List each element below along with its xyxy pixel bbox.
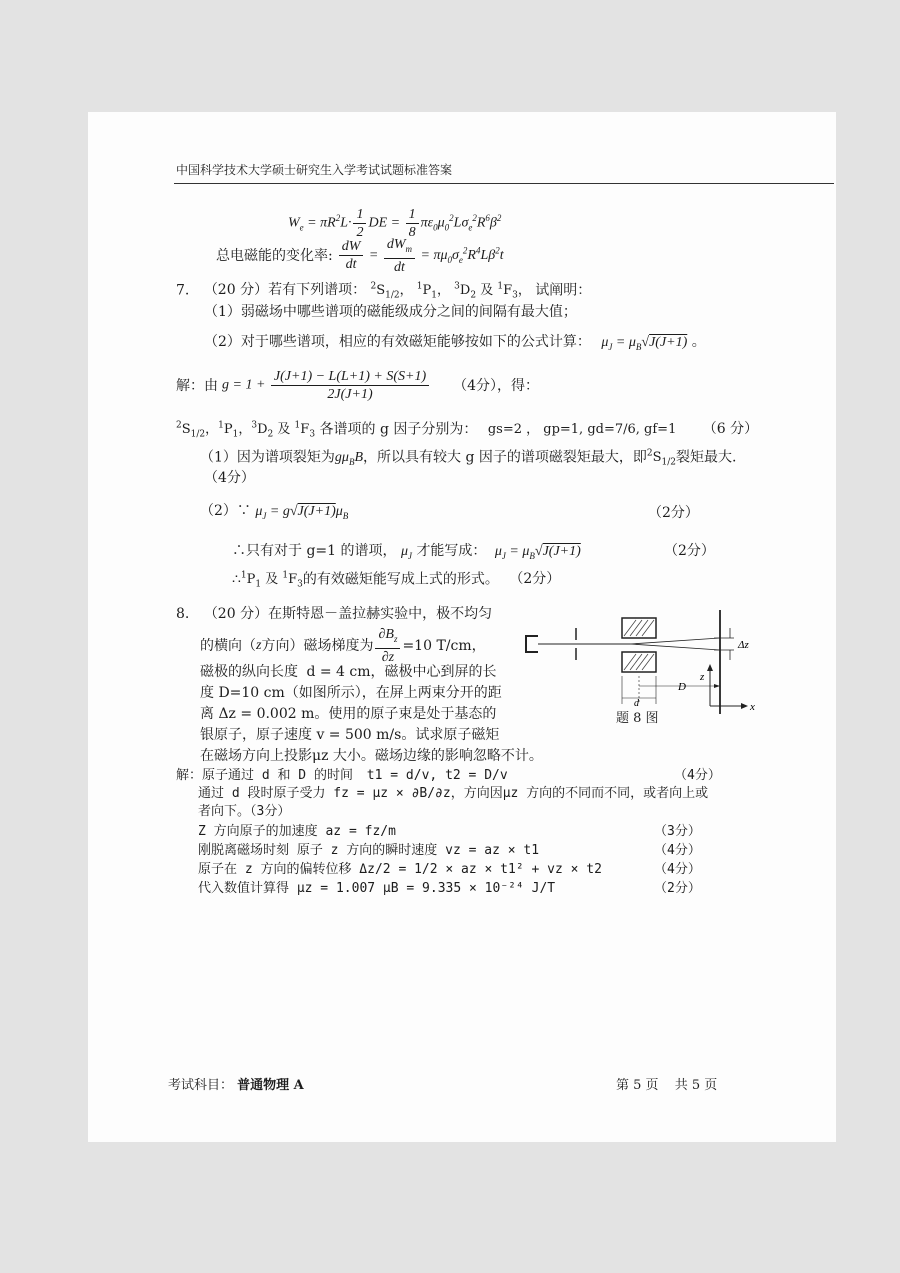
q8-sol2b: 者向下。（3分） bbox=[198, 804, 291, 819]
q8-sol4-score: （4分） bbox=[654, 843, 701, 858]
q7-solution-formula: 解：由 g = 1 + $\frac{J(J+1) - L(L+1) + S(S+1)}{2J(J+1)}$ （4分），得： bbox=[176, 369, 540, 402]
fig-label-d: d bbox=[634, 698, 639, 709]
q8-sol5: 原子在 z 方向的偏转位移 Δz/2 = 1/2 × az × t1² + vz × t2 bbox=[198, 862, 602, 877]
q8-line4: 度 D=10 cm（如图所示），在屏上两束分开的距 bbox=[200, 685, 502, 701]
page-header: 中国科学技术大学硕士研究生入学考试试题标准答案 bbox=[176, 163, 453, 177]
q8-line6: 银原子，原子速度 v = 500 m/s。试求原子磁矩 bbox=[200, 727, 500, 743]
exam-page bbox=[88, 112, 836, 1142]
fig-label-dz: Δz bbox=[738, 639, 749, 651]
q7-answer1-score: （4分） bbox=[204, 470, 255, 486]
footer-subject: 考试科目： 普通物理 A bbox=[168, 1078, 304, 1093]
footer-pagination: 第 5 页 共 5 页 bbox=[616, 1078, 718, 1093]
q8-sol1-score: （4分） bbox=[674, 768, 721, 783]
energy-equation: $W_e = \pi R^2L\cdot$ $\frac{1}{2}$ DE = $\frac{1}{8}$ $\pi\varepsilon_0\mu_0^2L\sigma_e^2R^6\beta^2$ bbox=[288, 207, 502, 240]
q8-line1: 8. （20 分）在斯特恩－盖拉赫实验中，极不均匀 bbox=[176, 606, 493, 622]
q7-answer1: （1）因为谱项裂矩为$g\mu_BB$，所以具有较大 g 因子的谱项磁裂矩最大，即$^2S_{1/2}$裂矩最大. bbox=[200, 449, 737, 468]
q7-answer2-line3: $\therefore^1P_1$ 及 $^1F_3$的有效磁矩能写成上式的形式。 （2分） bbox=[232, 571, 561, 590]
q7-gfactors: $^2S_{1/2}$，$^1P_1$，$^3D_2$ 及 $^1F_3$ 各谱项的 g 因子分别为： gs=2 ， gp=1, gd=7/6, gf=1 （6 分） bbox=[176, 421, 759, 440]
oven-shape bbox=[526, 636, 538, 652]
q8-sol4: 刚脱离磁场时刻 原子 z 方向的瞬时速度 vz = az × t1 bbox=[198, 843, 540, 858]
q8-line3: 磁极的纵向长度 d = 4 cm，磁极中心到屏的长 bbox=[200, 664, 497, 680]
magnet-pole-top bbox=[622, 618, 656, 638]
q7-answer2: （2）∵ $\mu_J = g√J(J+1)\mu_B$ bbox=[200, 503, 349, 521]
q8-sol3-score: （3分） bbox=[654, 824, 701, 839]
fig-label-z: z bbox=[700, 671, 705, 683]
q8-sol2: 通过 d 段时原子受力 fz = μz × ∂B/∂z，方向因μz 方向的不同而不同，或者向上或 bbox=[198, 786, 709, 801]
magnet-pole-bottom bbox=[622, 652, 656, 672]
q8-sol5-score: （4分） bbox=[654, 862, 701, 877]
q8-sol1: 解：原子通过 d 和 D 的时间 t1 = d/v, t2 = D/v bbox=[176, 768, 508, 783]
q7-part2: （2）对于哪些谱项，相应的有效磁矩能够按如下的公式计算： $\mu_J = \mu_B√J(J+1)$ 。 bbox=[204, 334, 706, 352]
q7-answer2-line2: ∴只有对于 g=1 的谱项， $\mu_J$ 才能写成： $\mu_J = \mu_B√J(J+1)$ bbox=[232, 543, 581, 561]
q8-line7: 在磁场方向上投影μz 大小。磁场边缘的影响忽略不计。 bbox=[200, 748, 543, 764]
fig-label-D: D bbox=[678, 681, 686, 693]
energy-rate-label: 总电磁能的变化率: bbox=[216, 247, 333, 264]
q7-answer2-score: （2分） bbox=[648, 505, 699, 521]
q8-sol6-score: （2分） bbox=[654, 881, 701, 896]
q8-line5: 离 Δz = 0.002 m。使用的原子束是处于基态的 bbox=[200, 706, 497, 722]
energy-rate-line: 总电磁能的变化率: $\frac{dW}{dt}$ = $\frac{dW_m}{dt}$ = $\pi\mu_0\sigma_e^2R^4L\beta^2t$ bbox=[216, 237, 504, 275]
q8-sol3: Z 方向原子的加速度 az = fz/m bbox=[198, 824, 396, 839]
figure-caption: 题 8 图 bbox=[616, 711, 659, 726]
q7-answer2-line2-score: （2分） bbox=[664, 543, 715, 559]
fig-label-x: x bbox=[750, 701, 755, 713]
header-rule bbox=[174, 183, 834, 184]
q7-intro: 7. （20 分）若有下列谱项： $^2S_{1/2}$， $^1P_1$， $^3D_2$ 及 $^1F_3$， 试阐明： bbox=[176, 282, 592, 301]
q8-sol6: 代入数值计算得 μz = 1.007 μB = 9.335 × 10⁻²⁴ J/T bbox=[198, 881, 556, 896]
q7-part1: （1）弱磁场中哪些谱项的磁能级成分之间的间隔有最大值； bbox=[204, 304, 577, 320]
stern-gerlach-figure bbox=[518, 606, 758, 721]
q8-line2: 的横向（ z 方向）磁场梯度为 $\frac{\partial B_z}{\partial z}$ =10 T/cm， bbox=[200, 627, 486, 665]
